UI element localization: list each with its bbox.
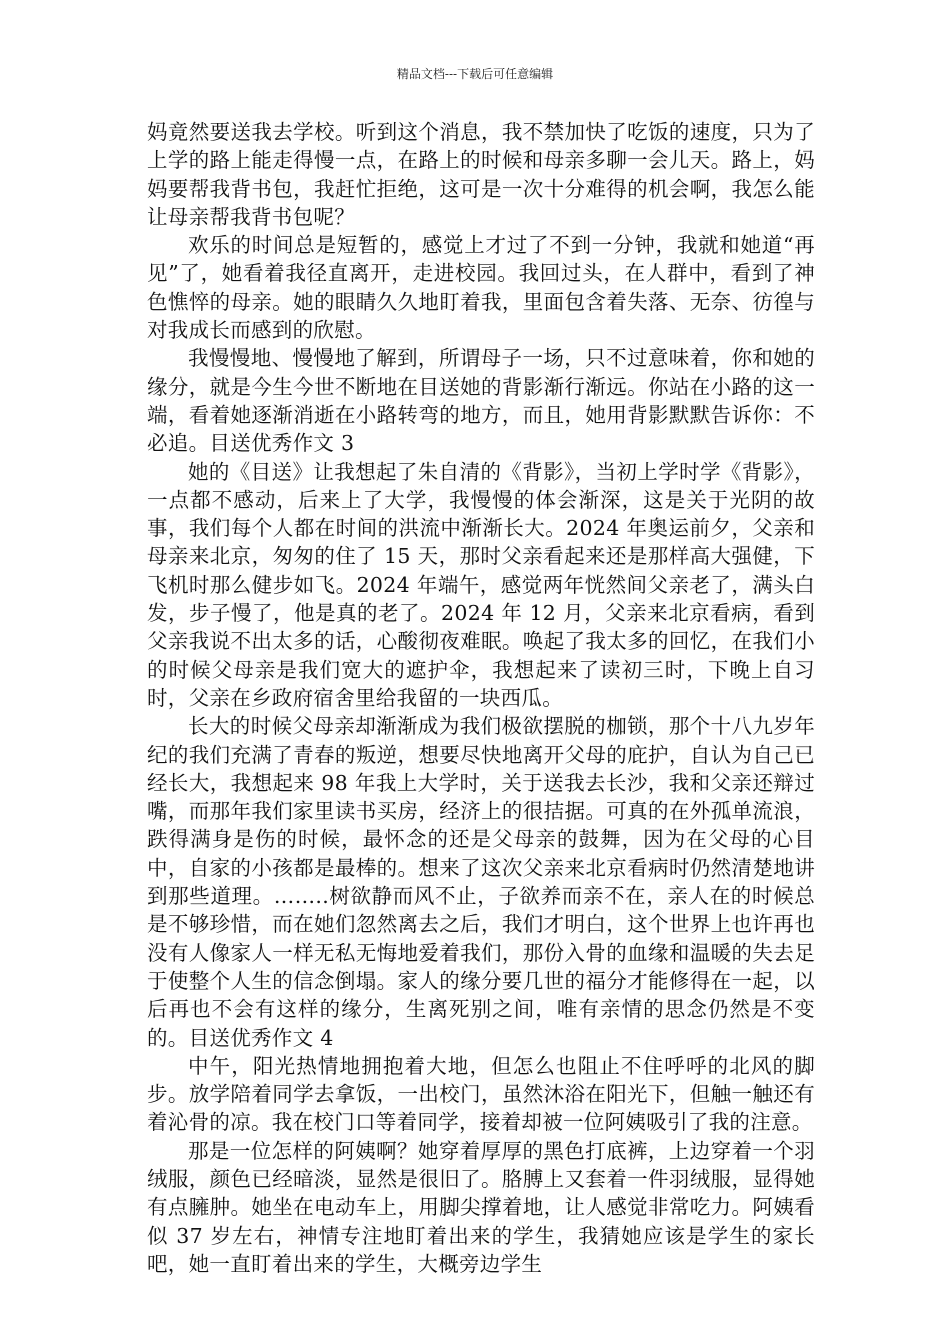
paragraph: 那是一位怎样的阿姨啊？她穿着厚厚的黑色打底裤，上边穿着一个羽绒服，颜色已经暗淡，显然是很旧了。胳膊上又套着一件羽绒服，显得她有点臃肿。她坐在电动车上，用脚尖撑着地，让人感觉非常吃力。阿姨看似 37 岁左右，神情专注地盯着出来的学生，我猜她应该是学生的家长吧，她一直盯着出来的学生，大概旁边学生 (147, 1138, 815, 1276)
page-header: 精品文档---下载后可任意编辑 (396, 67, 554, 81)
paragraph-continuation: 妈竟然要送我去学校。听到这个消息，我不禁加快了吃饭的速度，只为了上学的路上能走得慢一点，在路上的时候和母亲多聊一会儿天。路上，妈妈要帮我背书包，我赶忙拒绝，这可是一次十分难得的机会啊，我怎么能让母亲帮我背书包呢？ (147, 120, 815, 229)
paragraph: 欢乐的时间总是短暂的，感觉上才过了不到一分钟，我就和她道“再见”了，她看着我径直离开，走进校园。我回过头，在人群中，看到了神色憔悴的母亲。她的眼睛久久地盯着我，里面包含着失落、无奈、彷徨与对我成长而感到的欣慰。 (147, 233, 815, 343)
paragraph: 我慢慢地、慢慢地了解到，所谓母子一场，只不过意味着，你和她的缘分，就是今生今世不断地在目送她的背影渐行渐远。你站在小路的这一端，看着她逐渐消逝在小路转弯的地方，而且，她用背影默默告诉你：不必追。目送优秀作文 3 (147, 346, 815, 456)
paragraph: 她的《目送》让我想起了朱自清的《背影》，当初上学时学《背影》，一点都不感动，后来上了大学，我慢慢的体会渐深，这是关于光阴的故事，我们每个人都在时间的洪流中渐渐长大。2024 年奥运前夕，父亲和母亲来北京，匆匆的住了 15 天，那时父亲看起来还是那样高大强健，下飞机时那么健步如飞。2024 年端午，感觉两年恍然间父亲老了，满头白发，步子慢了，他是真的老了。2024 年 12 月，父亲来北京看病，看到父亲我说不出太多的话，心酸彻夜难眠。唤起了我太多的回忆，在我们小的时候父母亲是我们宽大的遮护伞，我想起来了读初三时，下晚上自习时，父亲在乡政府宿舍里给我留的一块西瓜。 (147, 459, 815, 710)
paragraph: 中午，阳光热情地拥抱着大地，但怎么也阻止不住呼呼的北风的脚步。放学陪着同学去拿饭，一出校门，虽然沐浴在阳光下，但触一触还有着沁骨的凉。我在校门口等着同学，接着却被一位阿姨吸引了我的注意。 (147, 1053, 815, 1135)
paragraph: 长大的时候父母亲却渐渐成为我们极欲摆脱的枷锁，那个十八九岁年纪的我们充满了青春的叛逆，想要尽快地离开父母的庇护，自认为自己已经长大，我想起来 98 年我上大学时，关于送我去长沙，我和父亲还辩过嘴，而那年我们家里读书买房，经济上的很拮据。可真的在外孤单流浪，跌得满身是伤的时候，最怀念的还是父母亲的鼓舞，因为在父母的心目中，自家的小孩都是最棒的。想来了这次父亲来北京看病时仍然清楚地讲到那些道理。……..树欲静而风不止，子欲养而亲不在，亲人在的时候总是不够珍惜，而在她们忽然离去之后，我们才明白，这个世界上也许再也没有人像家人一样无私无悔地爱着我们，那份入骨的血缘和温暖的失去足于使整个人生的信念倒塌。家人的缘分要几世的福分才能修得在一起，以后再也不会有这样的缘分，生离死别之间，唯有亲情的思念仍然是不变的。目送优秀作文 4 (147, 714, 815, 1050)
document-body (147, 118, 815, 1278)
